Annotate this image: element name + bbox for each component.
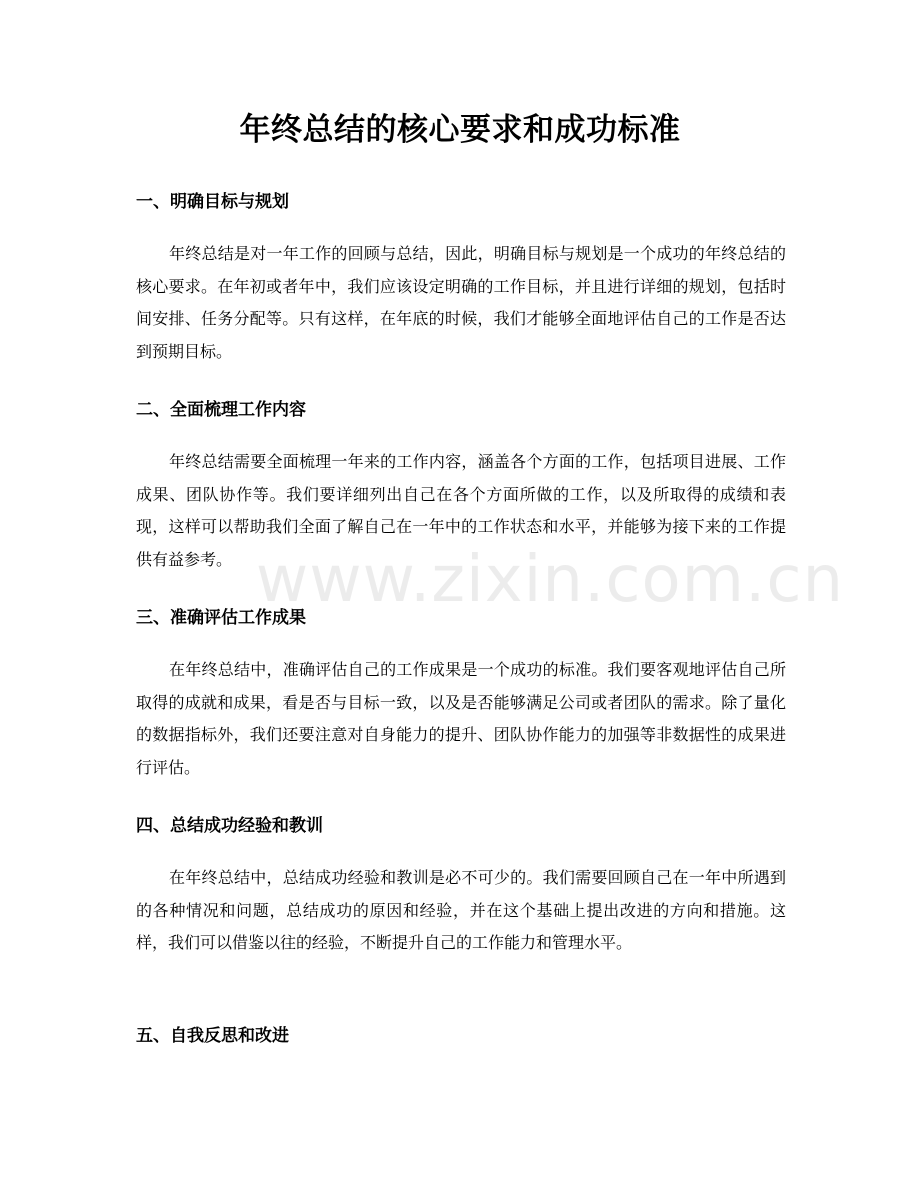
section-4 — [136, 814, 786, 960]
page-title: 年终总结的核心要求和成功标准 — [239, 112, 681, 148]
section-heading: 二、全面梳理工作内容 — [136, 400, 306, 420]
section-heading: 四、总结成功经验和教训 — [136, 816, 323, 836]
section-1 — [136, 190, 786, 368]
section-paragraph: 年终总结需要全面梳理一年来的工作内容，涵盖各个方面的工作，包括项目进展、工作成果、团队协作等。我们要详细列出自己在各个方面所做的工作，以及所取得的成绩和表现，这样可以帮助我们全面了解自己在一年中的工作状态和水平，并能够为接下来的工作提供有益参考。 — [136, 452, 786, 569]
section-paragraph: 在年终总结中，准确评估自己的工作成果是一个成功的标准。我们要客观地评估自己所取得的成就和成果，看是否与目标一致，以及是否能够满足公司或者团队的需求。除了量化的数据指标外，我们还要注意对自身能力的提升、团队协作能力的加强等非数据性的成果进行评估。 — [136, 660, 786, 777]
section-paragraph: 年终总结是对一年工作的回顾与总结，因此，明确目标与规划是一个成功的年终总结的核心要求。在年初或者年中，我们应该设定明确的工作目标，并且进行详细的规划，包括时间安排、任务分配等。只有这样，在年底的时候，我们才能够全面地评估自己的工作是否达到预期目标。 — [136, 244, 786, 361]
section-heading: 一、明确目标与规划 — [136, 192, 289, 212]
section-paragraph: 在年终总结中，总结成功经验和教训是必不可少的。我们需要回顾自己在一年中所遇到的各种情况和问题，总结成功的原因和经验，并在这个基础上提出改进的方向和措施。这样，我们可以借鉴以往的经验，不断提升自己的工作能力和管理水平。 — [136, 868, 786, 952]
section-heading: 三、准确评估工作成果 — [136, 608, 306, 628]
section-5 — [136, 1024, 786, 1048]
section-2 — [136, 398, 786, 576]
section-heading: 五、自我反思和改进 — [136, 1026, 289, 1046]
watermark: www.zixin.com.cn — [255, 543, 845, 617]
section-3 — [136, 606, 786, 784]
